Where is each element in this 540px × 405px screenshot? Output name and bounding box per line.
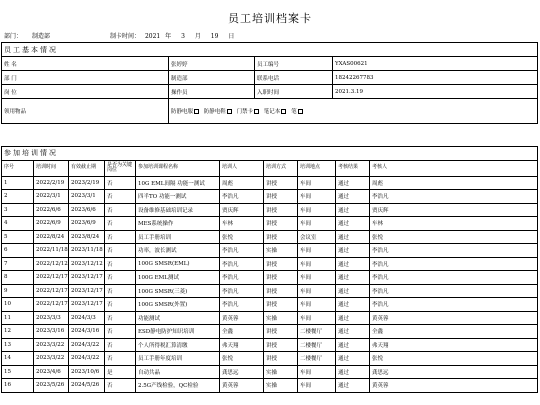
cell-assessor: 李浩凡 [370,244,538,258]
cell-key-post: 否 [105,203,136,217]
table-header-row [2,160,538,176]
cell-location: 车间 [298,176,336,190]
table-row [2,203,538,217]
cell-key-post: 否 [105,217,136,231]
cell-method: 讲授 [264,352,298,366]
header-location: 培训地点 [298,160,336,176]
cell-trainer: 贾庆辉 [220,203,264,217]
table-row [2,176,538,190]
card-year-unit: 年 [165,33,172,40]
item-anti-static-shoes: 防静电鞋 [203,109,226,115]
cell-index: 14 [2,352,34,366]
cell-assessor: 张悦 [370,230,538,244]
cell-index: 2 [2,190,34,204]
table-row [2,311,538,325]
training-table-body [2,147,538,393]
cell-course-name: 员工手册培训 [136,230,220,244]
cell-key-post: 否 [105,284,136,298]
training-table [1,146,538,393]
cell-valid-until: 2023/6/9 [69,217,105,231]
cell-result: 通过 [336,271,370,285]
department-meta [4,31,50,40]
cell-result: 通过 [336,217,370,231]
cell-method: 讲授 [264,176,298,190]
cell-course-name: 100G SMSR(三菱) [136,284,220,298]
cell-trainer: 弗天翔 [220,338,264,352]
cell-valid-until: 2023/10/6 [69,365,105,379]
cell-assessor: 李浩凡 [370,271,538,285]
cell-valid-until: 2024/3/16 [69,325,105,339]
cell-assessor: 车林 [370,217,538,231]
cell-valid-until: 2023/12/17 [69,284,105,298]
header-assessor: 考核人 [370,160,538,176]
cell-trainer: 李浩凡 [220,298,264,312]
cell-assessor: 黄英蓉 [370,379,538,393]
cell-method: 讲授 [264,190,298,204]
cell-result: 通过 [336,338,370,352]
table-row [2,325,538,339]
cell-assessor: 全鑫 [370,325,538,339]
cell-method: 实操 [264,244,298,258]
cell-course-name: 100G EML测试 [136,271,220,285]
cell-key-post: 否 [105,311,136,325]
card-day-unit: 日 [228,33,235,40]
cell-course-name: 个人所得税汇算清缴 [136,338,220,352]
cell-trainer: 李浩凡 [220,271,264,285]
cell-result: 通过 [336,203,370,217]
cell-trainer: 黄英蓉 [220,379,264,393]
header-trainer: 培训人 [220,160,264,176]
cell-training-date: 2023/3/22 [34,338,69,352]
card-year: 2021 [144,33,161,40]
cell-trainer: 黄英蓉 [220,311,264,325]
table-row [2,257,538,271]
cell-course-name: 10G EML间隔 功能一测试 [136,176,220,190]
cell-training-date: 2023/5/26 [34,379,69,393]
phone-label: 联系电话 [255,71,333,85]
cell-trainer: 李浩凡 [220,190,264,204]
cell-course-name: 自动共晶 [136,365,220,379]
basic-section-title: 员工基本情况 [2,43,538,57]
cell-location: 二楼餐厅 [298,338,336,352]
cell-index: 8 [2,271,34,285]
cell-key-post: 否 [105,230,136,244]
table-row [2,379,538,393]
basic-info-table [1,42,538,124]
cell-assessor: 张悦 [370,352,538,366]
cell-training-date: 2022/11/18 [34,244,69,258]
card-month: 3 [181,33,185,40]
cell-method: 讲授 [264,230,298,244]
department-value: 制造部 [32,33,51,40]
cell-course-name: 功能测试 [136,311,220,325]
cell-index: 11 [2,311,34,325]
cell-location: 二楼餐厅 [298,325,336,339]
table-row [2,190,538,204]
cell-key-post: 否 [105,325,136,339]
cell-key-post: 否 [105,244,136,258]
cell-training-date: 2023/3/3 [34,311,69,325]
cell-result: 通过 [336,352,370,366]
table-row [2,271,538,285]
header-index: 序号 [2,160,34,176]
cell-course-name: 100G SMSR(EML) [136,257,220,271]
cell-valid-until: 2023/12/12 [69,257,105,271]
cell-result: 通过 [336,311,370,325]
page-title: 员工培训档案卡 [228,12,312,25]
cell-valid-until: 2023/6/6 [69,203,105,217]
header-course-name: 参加培训课程名称 [136,160,220,176]
training-section-title: 参加培训情况 [2,147,538,161]
cell-method: 实操 [264,379,298,393]
cell-valid-until: 2023/8/24 [69,230,105,244]
cell-assessor: 龚思远 [370,365,538,379]
cell-method: 讲授 [264,325,298,339]
header-valid-until: 有效截止期 [69,160,105,176]
cell-course-name: 2.5G产线检验，QC检验 [136,379,220,393]
cell-location: 车间 [298,257,336,271]
cell-method: 实操 [264,311,298,325]
employee-number-label: 员工编号 [255,57,333,71]
card-time-label: 制卡时间： [110,33,141,40]
cell-assessor: 贾庆辉 [370,203,538,217]
cell-trainer: 周彪 [220,176,264,190]
cell-index: 7 [2,257,34,271]
cell-key-post: 否 [105,176,136,190]
cell-course-name: 设备维修基础培训记录 [136,203,220,217]
cell-index: 16 [2,379,34,393]
cell-key-post: 否 [105,190,136,204]
phone-value: 18242267783 [333,71,538,85]
table-row [2,244,538,258]
cell-training-date: 2023/4/6 [34,365,69,379]
cell-valid-until: 2023/12/17 [69,298,105,312]
cell-training-date: 2023/3/22 [34,352,69,366]
cell-method: 讲授 [264,298,298,312]
checkbox[interactable] [281,109,286,114]
cell-valid-until: 2024/3/22 [69,352,105,366]
item-notebook: 笔记本 [263,109,281,115]
cell-trainer: 张悦 [220,352,264,366]
cell-training-date: 2022/12/17 [34,298,69,312]
table-row [2,338,538,352]
cell-assessor: 李浩凡 [370,257,538,271]
item-pen: 笔 [291,109,297,115]
cell-valid-until: 2023/2/19 [69,176,105,190]
cell-assessor: 李浩凡 [370,298,538,312]
department-value: 制造部 [169,71,255,85]
cell-result: 通过 [336,190,370,204]
cell-key-post: 否 [105,338,136,352]
cell-trainer: 龚思远 [220,365,264,379]
header-key-post: 是否为关键岗位 [105,160,136,176]
cell-index: 9 [2,284,34,298]
name-value: 张婷婷 [169,57,255,71]
cell-training-date: 2023/3/16 [34,325,69,339]
cell-course-name: 100G SMSR(外置) [136,298,220,312]
cell-result: 通过 [336,284,370,298]
checkbox[interactable] [227,109,232,114]
cell-location: 车间 [298,311,336,325]
cell-key-post: 否 [105,298,136,312]
cell-result: 通过 [336,325,370,339]
cell-training-date: 2022/12/17 [34,284,69,298]
table-row [2,230,538,244]
cell-result: 通过 [336,176,370,190]
cell-key-post: 是 [105,365,136,379]
cell-location: 车间 [298,379,336,393]
cell-index: 13 [2,338,34,352]
cell-method: 实操 [264,365,298,379]
cell-assessor: 李浩凡 [370,190,538,204]
cell-method: 讲授 [264,257,298,271]
header-training-date: 培训时间 [34,160,69,176]
cell-valid-until: 2023/3/1 [69,190,105,204]
card-day: 19 [210,33,219,40]
table-row [2,217,538,231]
cell-assessor: 李浩凡 [370,284,538,298]
department-label: 部门： [4,33,23,40]
cell-valid-until: 2024/3/3 [69,311,105,325]
cell-trainer: 李浩凡 [220,257,264,271]
cell-result: 通过 [336,298,370,312]
cell-method: 讲授 [264,338,298,352]
employee-number-value: YXAS00621 [333,57,538,71]
cell-location: 车间 [298,365,336,379]
header-method: 培训方式 [264,160,298,176]
cell-assessor: 周彪 [370,176,538,190]
cell-course-name: 员工手册年度培训 [136,352,220,366]
cell-course-name: MES系统操作 [136,217,220,231]
cell-training-date: 2022/12/17 [34,271,69,285]
cell-method: 讲授 [264,284,298,298]
cell-method: 讲授 [264,271,298,285]
cell-index: 3 [2,203,34,217]
cell-location: 车间 [298,217,336,231]
items-checklist [169,99,538,124]
cell-location: 会议室 [298,230,336,244]
items-label: 领用物品 [2,99,169,124]
cell-index: 15 [2,365,34,379]
cell-method: 讲授 [264,203,298,217]
cell-location: 车间 [298,190,336,204]
cell-training-date: 2022/2/19 [34,176,69,190]
cell-key-post: 否 [105,379,136,393]
cell-training-date: 2022/6/9 [34,217,69,231]
cell-trainer: 张悦 [220,230,264,244]
checkbox[interactable] [298,109,303,114]
cell-trainer: 李浩凡 [220,244,264,258]
cell-location: 车间 [298,244,336,258]
name-label: 姓 名 [2,57,169,71]
cell-training-date: 2022/12/12 [34,257,69,271]
cell-course-name: ESD静电防护知识培训 [136,325,220,339]
table-row [2,352,538,366]
cell-index: 4 [2,217,34,231]
cell-valid-until: 2023/11/18 [69,244,105,258]
cell-training-date: 2022/3/1 [34,190,69,204]
cell-trainer: 全鑫 [220,325,264,339]
cell-key-post: 否 [105,352,136,366]
cell-index: 12 [2,325,34,339]
cell-result: 通过 [336,365,370,379]
header-result: 考核结果 [336,160,370,176]
cell-result: 通过 [336,244,370,258]
checkbox[interactable] [194,109,199,114]
checkbox[interactable] [254,109,259,114]
entry-date-value: 2021.3.19 [333,85,538,99]
cell-valid-until: 2024/5/26 [69,379,105,393]
table-row [2,284,538,298]
post-value: 操作员 [169,85,255,99]
cell-location: 车间 [298,284,336,298]
card-time-meta [110,31,234,40]
cell-location: 车间 [298,203,336,217]
card-month-unit: 月 [194,33,201,40]
cell-index: 5 [2,230,34,244]
cell-result: 通过 [336,257,370,271]
cell-index: 6 [2,244,34,258]
cell-trainer: 李浩凡 [220,284,264,298]
cell-course-name: 功率，波长测试 [136,244,220,258]
cell-method: 讲授 [264,217,298,231]
post-label: 岗 位 [2,85,169,99]
cell-index: 10 [2,298,34,312]
cell-training-date: 2022/6/6 [34,203,69,217]
cell-key-post: 否 [105,257,136,271]
entry-date-label: 入职时间 [255,85,333,99]
cell-result: 通过 [336,230,370,244]
cell-assessor: 弗天翔 [370,338,538,352]
department-label: 部 门 [2,71,169,85]
cell-course-name: 四半TO 功能一测试 [136,190,220,204]
cell-key-post: 否 [105,271,136,285]
cell-training-date: 2022/8/24 [34,230,69,244]
cell-location: 车间 [298,298,336,312]
item-access-card: 门禁卡 [236,109,254,115]
cell-index: 1 [2,176,34,190]
cell-result: 通过 [336,379,370,393]
cell-trainer: 车林 [220,217,264,231]
item-anti-static-suit: 防静电服 [171,109,194,115]
cell-valid-until: 2023/12/17 [69,271,105,285]
cell-location: 车间 [298,271,336,285]
cell-location: 二楼餐厅 [298,352,336,366]
table-row [2,365,538,379]
table-row [2,298,538,312]
cell-valid-until: 2024/3/22 [69,338,105,352]
cell-assessor: 黄英蓉 [370,311,538,325]
